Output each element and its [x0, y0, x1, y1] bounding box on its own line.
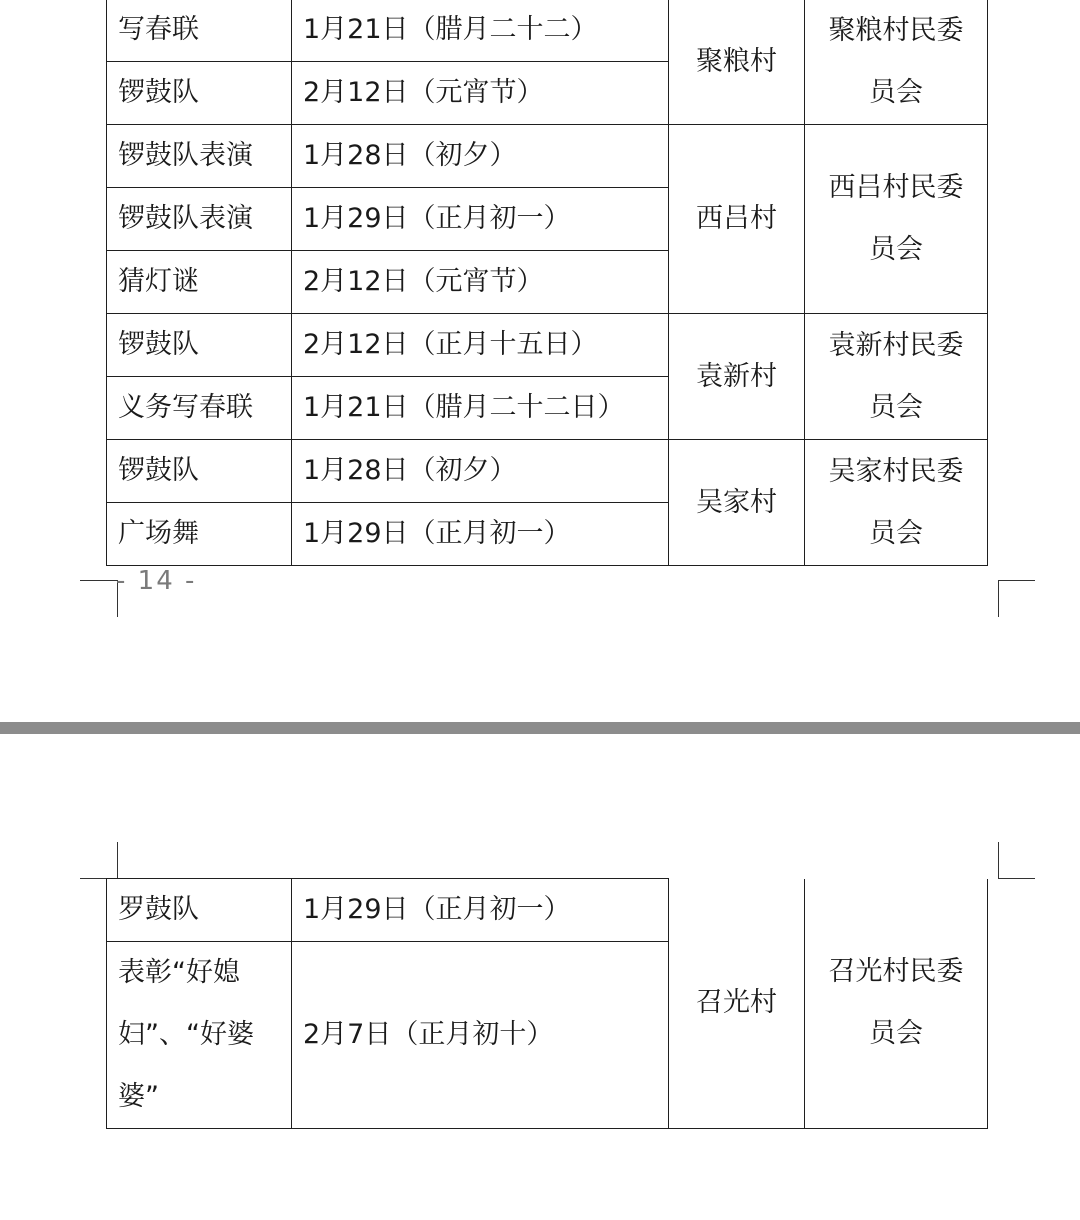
organizer-line: 员会 — [869, 1018, 923, 1050]
table-row — [107, 879, 988, 942]
activity-cell: 锣鼓队表演 — [107, 125, 292, 188]
organizer-line: 袁新村民委 — [828, 329, 964, 361]
activity-cell: 广场舞 — [107, 503, 292, 566]
activity-schedule-table — [106, 0, 988, 566]
date-cell: 2月12日（正月十五日） — [292, 314, 669, 377]
date-cell: 1月21日（腊月二十二） — [292, 0, 669, 62]
table-row — [107, 125, 988, 188]
organizer-cell — [805, 125, 988, 314]
organizer-line: 员会 — [869, 391, 923, 423]
activity-line: 表彰“好媳 — [118, 957, 240, 988]
activity-cell: 义务写春联 — [107, 377, 292, 440]
organizer-line: 召光村民委 — [828, 956, 964, 988]
activity-cell — [107, 942, 292, 1129]
activity-cell: 锣鼓队 — [107, 440, 292, 503]
crop-mark-bottom-left — [80, 580, 118, 617]
organizer-cell — [805, 314, 988, 440]
document-page-15 — [0, 734, 1080, 1220]
date-cell: 1月28日（初夕） — [292, 125, 669, 188]
table-row — [107, 314, 988, 377]
activity-cell: 锣鼓队表演 — [107, 188, 292, 251]
date-cell: 1月21日（腊月二十二日） — [292, 377, 669, 440]
village-cell: 吴家村 — [669, 440, 805, 566]
crop-mark-top-left — [80, 842, 118, 879]
organizer-cell — [805, 879, 988, 1129]
organizer-cell — [805, 440, 988, 566]
activity-cell: 罗鼓队 — [107, 879, 292, 942]
village-cell: 聚粮村 — [669, 0, 805, 125]
date-cell: 1月29日（正月初一） — [292, 188, 669, 251]
activity-cell: 猜灯谜 — [107, 251, 292, 314]
table-row — [107, 0, 988, 62]
organizer-line: 吴家村民委 — [828, 455, 964, 487]
page-number: - 14 - — [116, 566, 197, 596]
activity-line: 妇”、“好婆 — [118, 1019, 254, 1050]
organizer-cell — [805, 0, 988, 125]
organizer-line: 员会 — [869, 76, 923, 108]
date-cell: 2月12日（元宵节） — [292, 62, 669, 125]
date-cell: 1月28日（初夕） — [292, 440, 669, 503]
activity-cell: 锣鼓队 — [107, 314, 292, 377]
date-cell: 2月7日（正月初十） — [292, 942, 669, 1129]
table-row — [107, 440, 988, 503]
organizer-line: 聚粮村民委 — [828, 14, 964, 46]
village-cell: 西吕村 — [669, 125, 805, 314]
activity-cell: 写春联 — [107, 0, 292, 62]
date-cell: 1月29日（正月初一） — [292, 879, 669, 942]
organizer-line: 员会 — [869, 517, 923, 549]
activity-schedule-table-continued — [106, 878, 988, 1129]
date-cell: 1月29日（正月初一） — [292, 503, 669, 566]
page-separator — [0, 722, 1080, 734]
village-cell: 召光村 — [669, 879, 805, 1129]
village-cell: 袁新村 — [669, 314, 805, 440]
crop-mark-bottom-right — [998, 580, 1035, 617]
activity-cell: 锣鼓队 — [107, 62, 292, 125]
organizer-line: 员会 — [869, 234, 923, 265]
date-cell: 2月12日（元宵节） — [292, 251, 669, 314]
organizer-line: 西吕村民委 — [828, 172, 964, 203]
crop-mark-top-right — [998, 842, 1035, 879]
activity-line: 婆” — [118, 1081, 159, 1112]
